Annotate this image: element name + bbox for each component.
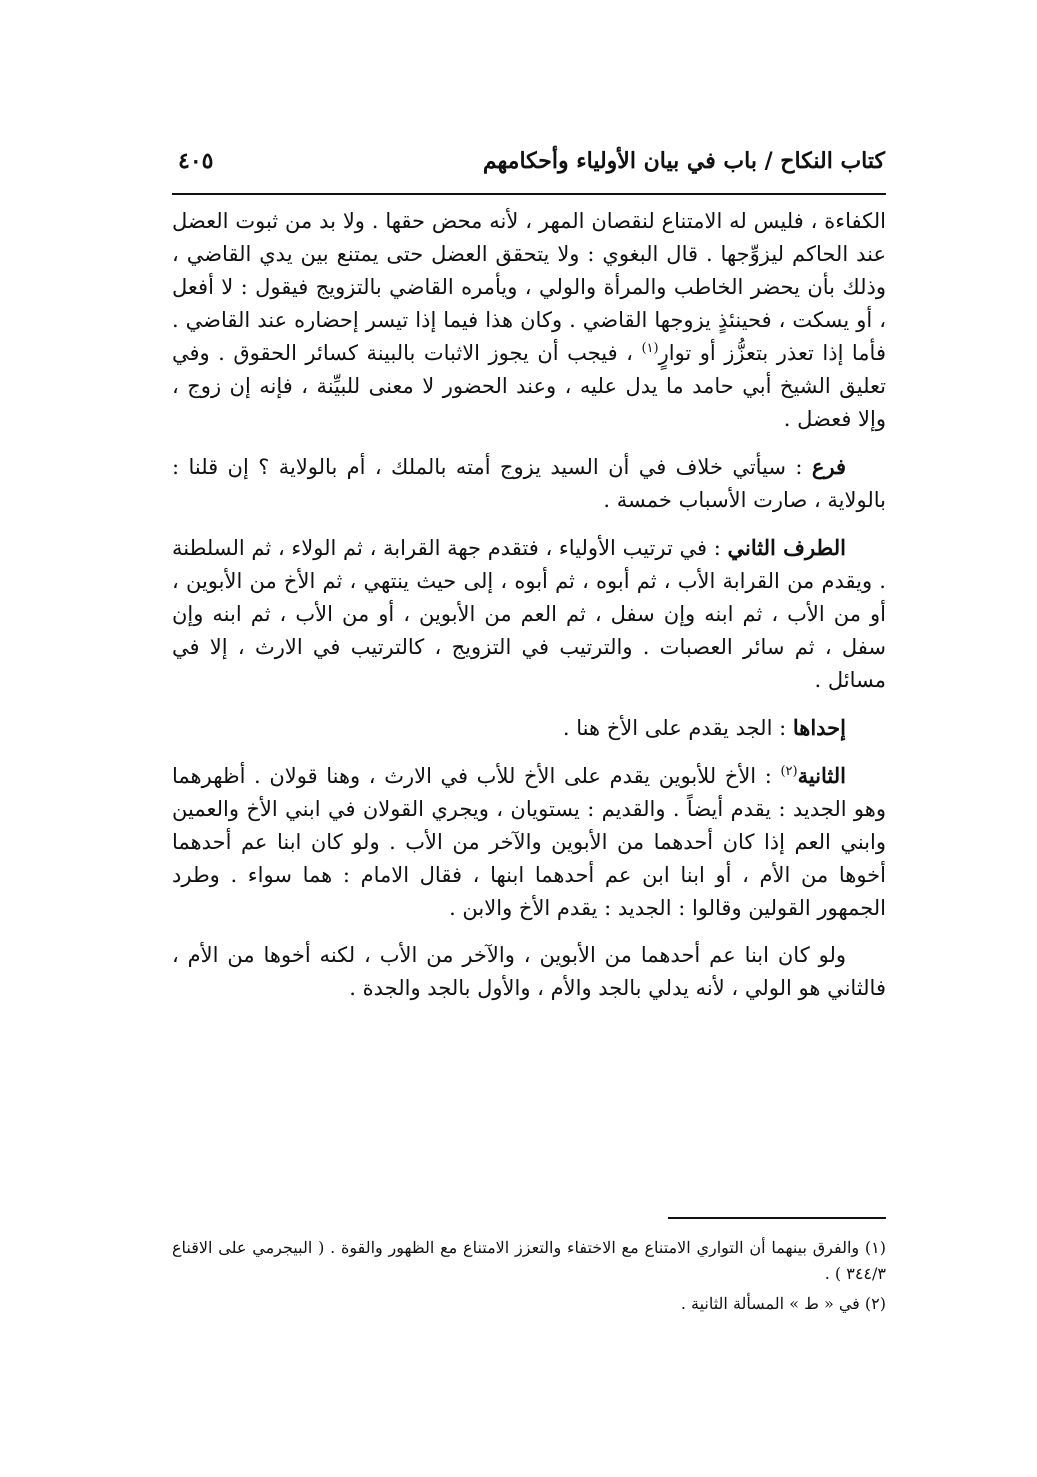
paragraph-3-text: : في ترتيب الأولياء ، فتقدم جهة القرابة ، ثم الولاء ، ثم السلطنة . ويقدم من القرابة الأب ، ثم أبوه ، ثم أبوه ، إلى حيث ينتهي ، ثم الأخ من الأبوين ، أو من الأب ، ثم ابنه وإن سفل ، ثم العم من الأبوين ، أو من الأب ، ثم ابنه وإن سفل ، ثم سائر العصبات . والترتيب في التزويج ، كالترتيب في الارث ، إلا في مسائل .: [172, 536, 886, 692]
paragraph-3-lead: الطرف الثاني: [727, 535, 846, 560]
paragraph-1: [172, 205, 886, 436]
paragraph-4: [172, 711, 886, 745]
paragraph-5: [172, 759, 886, 925]
paragraph-3: [172, 531, 886, 697]
footnotes: [172, 1235, 886, 1321]
body-text: [172, 205, 886, 1019]
paragraph-2-text: : سيأتي خلاف في أن السيد يزوج أمته بالملك ، أم بالولاية ؟ إن قلنا : بالولاية ، صارت الأسباب خمسة .: [172, 455, 886, 512]
paragraph-5-tail: : الأخ للأبوين يقدم على الأخ للأب في الارث ، وهنا قولان . أظهرهما وهو الجديد : يقدم أيضاً . والقديم : يستويان ، ويجري القولان في ابني الأخ والعمين وابني العم إذا كان أحدهما من الأبوين والآخر من الأب . ولو كان ابنا عم أحدهما أخوها من الأم ، أو ابنا ابن عم أحدهما ابنها ، فقال الامام : هما سواء . وطرد الجمهور القولين وقالوا : الجديد : يقدم الأخ والابن .: [172, 764, 886, 920]
paragraph-2-lead: فرع: [811, 454, 846, 479]
paragraph-4-lead: إحداها: [792, 715, 846, 740]
paragraph-1-text: الكفاءة ، فليس له الامتناع لنقصان المهر ، لأنه محض حقها . ولا بد من ثبوت العضل عند الحاكم ليزوِّجها . قال البغوي : ولا يتحقق العضل حتى يمتنع بين يدي القاضي ، وذلك بأن يحضر الخاطب والمرأة والولي ، ويأمره القاضي بالتزويج فيقول : لا أفعل ، أو يسكت ، فحينئذٍ يزوجها القاضي . وكان هذا فيما إذا تيسر إحضاره عند القاضي . فأما إذا تعذر بتعزُّز أو توارٍ: [172, 209, 886, 365]
footnote-ref-1: (١): [641, 341, 659, 356]
paragraph-1-tail: ، فيجب أن يجوز الاثبات بالبينة كسائر الحقوق . وفي تعليق الشيخ أبي حامد ما يدل عليه ، وعند الحضور لا معنى للبيِّنة ، فإنه إن زوج ، وإلا فعضل .: [172, 341, 886, 431]
paragraph-6: [172, 939, 886, 1005]
footnote-rule: [668, 1217, 886, 1219]
footnote-1: (١) والفرق بينهما أن التواري الامتناع مع الاختفاء والتعزز الامتناع مع الظهور والقوة . ( البيجرمي على الاقناع ٣٤٤/٣ ) .: [172, 1238, 886, 1283]
page-number: ٤٠٥: [178, 148, 214, 174]
paragraph-6-text: ولو كان ابنا عم أحدهما من الأبوين ، والآخر من الأب ، لكنه أخوها من الأم ، فالثاني هو الولي ، لأنه يدلي بالجد والأم ، والأول بالجد والجدة .: [172, 943, 886, 1000]
footnote-2: (٢) في « ط » المسألة الثانية .: [680, 1294, 886, 1313]
header-rule: [172, 193, 886, 195]
paragraph-2: [172, 450, 886, 517]
paragraph-5-lead: الثانية: [797, 763, 846, 788]
paragraph-4-text: : الجد يقدم على الأخ هنا .: [562, 716, 793, 740]
running-header: [172, 148, 885, 188]
footnote-ref-2: (٢): [780, 764, 798, 779]
header-title: كتاب النكاح / باب في بيان الأولياء وأحكامهم: [482, 148, 885, 174]
